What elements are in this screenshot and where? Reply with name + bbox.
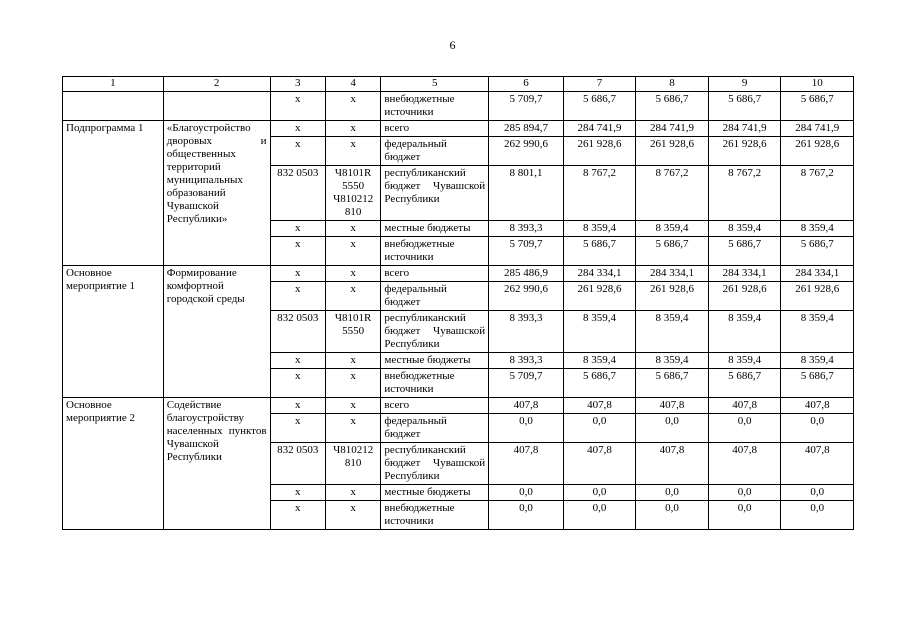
source-cell: федеральный бюджет — [381, 414, 489, 443]
funding-table — [62, 76, 854, 530]
value-cell: 284 741,9 — [708, 121, 781, 137]
header-row — [63, 77, 854, 92]
value-cell: 8 393,3 — [489, 353, 564, 369]
code-cell: Ч8101R 5550 Ч810212 810 — [325, 166, 380, 221]
value-cell: 284 334,1 — [781, 266, 854, 282]
code-cell: х — [325, 353, 380, 369]
value-cell: 8 359,4 — [563, 221, 636, 237]
value-cell: 261 928,6 — [636, 282, 709, 311]
code-cell: Ч8101R 5550 — [325, 311, 380, 353]
code-cell: х — [270, 266, 325, 282]
value-cell: 8 393,3 — [489, 221, 564, 237]
value-cell: 261 928,6 — [781, 282, 854, 311]
group-label: Основное мероприятие 2 — [63, 398, 164, 530]
value-cell: 5 709,7 — [489, 369, 564, 398]
code-cell: х — [270, 485, 325, 501]
code-cell: х — [325, 266, 380, 282]
value-cell: 407,8 — [636, 398, 709, 414]
column-header: 8 — [636, 77, 709, 92]
value-cell: 0,0 — [563, 414, 636, 443]
code-cell: х — [325, 282, 380, 311]
column-header: 4 — [325, 77, 380, 92]
value-cell: 407,8 — [781, 443, 854, 485]
value-cell: 407,8 — [708, 398, 781, 414]
source-cell: внебюджетные источники — [381, 501, 489, 530]
value-cell: 5 686,7 — [563, 369, 636, 398]
value-cell: 285 894,7 — [489, 121, 564, 137]
code-cell: 832 0503 — [270, 311, 325, 353]
value-cell: 8 767,2 — [708, 166, 781, 221]
source-cell: всего — [381, 121, 489, 137]
code-cell: х — [270, 92, 325, 121]
group-title: «Благоустройство дворовых и общественных территорий муниципальных образований Чувашской Республики» — [163, 121, 270, 266]
column-header: 1 — [63, 77, 164, 92]
value-cell: 407,8 — [563, 398, 636, 414]
source-cell: местные бюджеты — [381, 485, 489, 501]
value-cell: 8 767,2 — [781, 166, 854, 221]
empty-cell — [163, 92, 270, 121]
code-cell: х — [325, 121, 380, 137]
value-cell: 407,8 — [636, 443, 709, 485]
code-cell: 832 0503 — [270, 443, 325, 485]
value-cell: 0,0 — [563, 485, 636, 501]
value-cell: 8 359,4 — [708, 311, 781, 353]
code-cell: х — [325, 369, 380, 398]
value-cell: 8 359,4 — [781, 311, 854, 353]
group-title: Содействие благоустройству населенных пунктов Чувашской Республики — [163, 398, 270, 530]
value-cell: 284 334,1 — [636, 266, 709, 282]
code-cell: х — [325, 221, 380, 237]
source-cell: республиканский бюджет Чувашской Республики — [381, 443, 489, 485]
value-cell: 8 359,4 — [636, 353, 709, 369]
value-cell: 5 686,7 — [563, 237, 636, 266]
value-cell: 8 767,2 — [563, 166, 636, 221]
value-cell: 0,0 — [781, 501, 854, 530]
value-cell: 0,0 — [708, 414, 781, 443]
value-cell: 8 359,4 — [781, 353, 854, 369]
value-cell: 407,8 — [489, 398, 564, 414]
value-cell: 8 393,3 — [489, 311, 564, 353]
code-cell: х — [325, 501, 380, 530]
value-cell: 5 709,7 — [489, 92, 564, 121]
value-cell: 8 359,4 — [636, 221, 709, 237]
source-cell: всего — [381, 398, 489, 414]
code-cell: х — [270, 221, 325, 237]
group-label: Подпрограмма 1 — [63, 121, 164, 266]
code-cell: х — [325, 398, 380, 414]
value-cell: 5 686,7 — [708, 237, 781, 266]
table-row — [63, 398, 854, 414]
value-cell: 407,8 — [781, 398, 854, 414]
column-header: 7 — [563, 77, 636, 92]
value-cell: 0,0 — [636, 501, 709, 530]
column-header: 10 — [781, 77, 854, 92]
table-row — [63, 266, 854, 282]
source-cell: внебюджетные источники — [381, 237, 489, 266]
value-cell: 261 928,6 — [563, 137, 636, 166]
value-cell: 5 686,7 — [636, 92, 709, 121]
value-cell: 5 686,7 — [708, 369, 781, 398]
value-cell: 5 686,7 — [636, 237, 709, 266]
code-cell: Ч810212 810 — [325, 443, 380, 485]
value-cell: 8 767,2 — [636, 166, 709, 221]
value-cell: 8 359,4 — [781, 221, 854, 237]
code-cell: х — [325, 92, 380, 121]
value-cell: 261 928,6 — [708, 137, 781, 166]
code-cell: х — [270, 237, 325, 266]
source-cell: всего — [381, 266, 489, 282]
empty-cell — [63, 92, 164, 121]
value-cell: 261 928,6 — [708, 282, 781, 311]
value-cell: 284 741,9 — [563, 121, 636, 137]
table-row — [63, 92, 854, 121]
value-cell: 407,8 — [563, 443, 636, 485]
code-cell: х — [270, 414, 325, 443]
source-cell: местные бюджеты — [381, 353, 489, 369]
value-cell: 284 334,1 — [563, 266, 636, 282]
value-cell: 8 359,4 — [636, 311, 709, 353]
value-cell: 8 359,4 — [708, 221, 781, 237]
value-cell: 407,8 — [708, 443, 781, 485]
source-cell: республиканский бюджет Чувашской Республики — [381, 311, 489, 353]
code-cell: х — [270, 353, 325, 369]
value-cell: 8 359,4 — [563, 353, 636, 369]
source-cell: федеральный бюджет — [381, 137, 489, 166]
source-cell: республиканский бюджет Чувашской Республики — [381, 166, 489, 221]
value-cell: 262 990,6 — [489, 137, 564, 166]
value-cell: 5 686,7 — [781, 92, 854, 121]
code-cell: х — [270, 369, 325, 398]
source-cell: внебюджетные источники — [381, 92, 489, 121]
value-cell: 5 686,7 — [781, 237, 854, 266]
column-header: 3 — [270, 77, 325, 92]
group-label: Основное мероприятие 1 — [63, 266, 164, 398]
value-cell: 5 686,7 — [636, 369, 709, 398]
source-cell: федеральный бюджет — [381, 282, 489, 311]
code-cell: х — [325, 137, 380, 166]
code-cell: х — [325, 237, 380, 266]
value-cell: 5 709,7 — [489, 237, 564, 266]
value-cell: 8 359,4 — [563, 311, 636, 353]
value-cell: 0,0 — [781, 485, 854, 501]
value-cell: 261 928,6 — [636, 137, 709, 166]
value-cell: 8 801,1 — [489, 166, 564, 221]
value-cell: 284 334,1 — [708, 266, 781, 282]
value-cell: 0,0 — [781, 414, 854, 443]
groups-body — [63, 121, 854, 530]
value-cell: 5 686,7 — [781, 369, 854, 398]
column-header: 5 — [381, 77, 489, 92]
value-cell: 0,0 — [489, 501, 564, 530]
code-cell: х — [270, 137, 325, 166]
column-header: 2 — [163, 77, 270, 92]
code-cell: х — [270, 121, 325, 137]
value-cell: 0,0 — [636, 414, 709, 443]
value-cell: 0,0 — [489, 485, 564, 501]
value-cell: 284 741,9 — [636, 121, 709, 137]
group-title: Формирование комфортной городской среды — [163, 266, 270, 398]
value-cell: 261 928,6 — [781, 137, 854, 166]
value-cell: 407,8 — [489, 443, 564, 485]
value-cell: 0,0 — [708, 485, 781, 501]
value-cell: 261 928,6 — [563, 282, 636, 311]
value-cell: 0,0 — [636, 485, 709, 501]
source-cell: внебюджетные источники — [381, 369, 489, 398]
column-header: 6 — [489, 77, 564, 92]
value-cell: 8 359,4 — [708, 353, 781, 369]
code-cell: 832 0503 — [270, 166, 325, 221]
column-header: 9 — [708, 77, 781, 92]
value-cell: 5 686,7 — [708, 92, 781, 121]
value-cell: 284 741,9 — [781, 121, 854, 137]
value-cell: 0,0 — [489, 414, 564, 443]
value-cell: 5 686,7 — [563, 92, 636, 121]
value-cell: 285 486,9 — [489, 266, 564, 282]
code-cell: х — [325, 485, 380, 501]
page-number: 6 — [449, 38, 456, 52]
table-row — [63, 121, 854, 137]
value-cell: 0,0 — [708, 501, 781, 530]
value-cell: 0,0 — [563, 501, 636, 530]
source-cell: местные бюджеты — [381, 221, 489, 237]
value-cell: 262 990,6 — [489, 282, 564, 311]
code-cell: х — [270, 398, 325, 414]
code-cell: х — [270, 501, 325, 530]
code-cell: х — [325, 414, 380, 443]
code-cell: х — [270, 282, 325, 311]
